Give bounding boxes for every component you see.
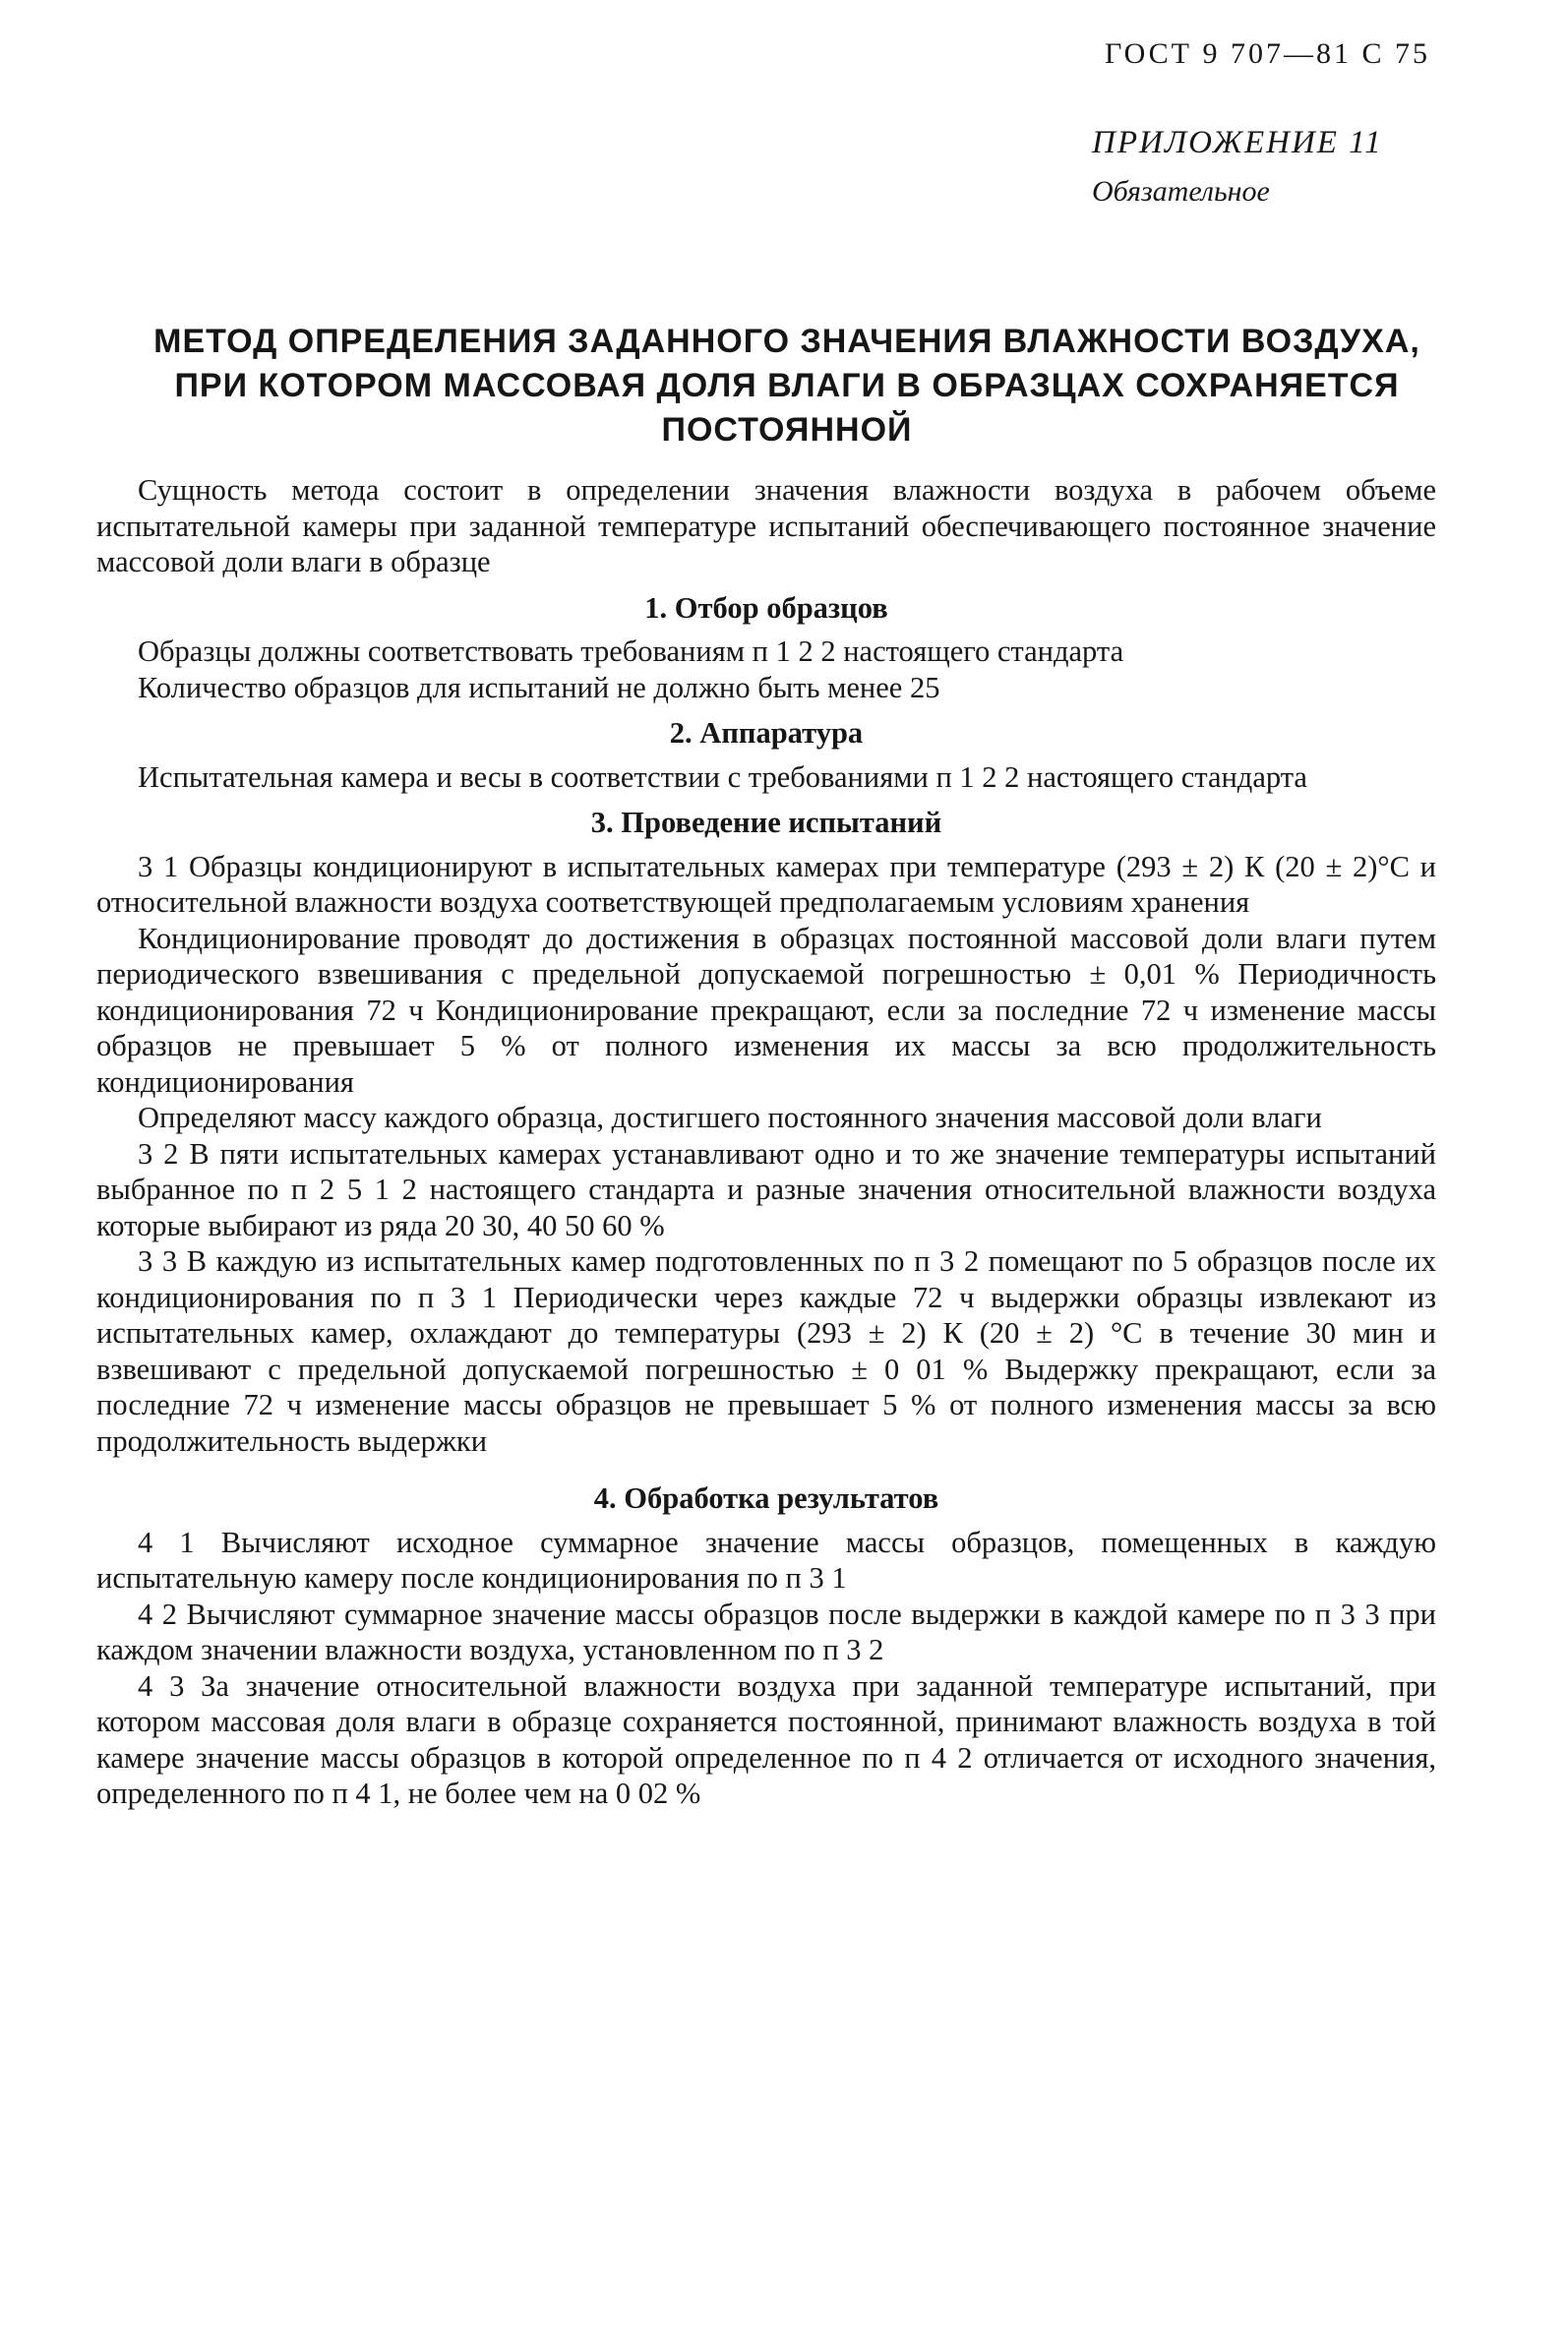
paragraph: 3 3 В каждую из испытательных камер подготовленных по п 3 2 помещают по 5 образцов после их кондиционирования по п 3 1 Периодически через каждые 72 ч выдержки образцы извлекают из испытательных камер, охлаждают до температуры (293 ± 2) К (20 ± 2) °С в течение 30 мин и взвешивают с предельной допускаемой погрешностью ± 0 01 % Выдержку прекращают, если за последние 72 ч изменение массы образцов не превышает 5 % от полного изменения массы за всю продолжительность выдержки xyxy=(96,1244,1436,1458)
paragraph: 4 2 Вычисляют суммарное значение массы образцов после выдержки в каждой камере по п 3 3 при каждом значении влажности воздуха, установленном по п 3 2 xyxy=(96,1597,1436,1666)
intro-paragraph: Сущность метода состоит в определении значения влажности воздуха в рабочем объеме испытательной камеры при заданной температуре испытаний обеспечивающего постоянное значение массовой доли влаги в образце xyxy=(96,473,1436,578)
appendix-block xyxy=(1092,118,1383,216)
paragraph: Количество образцов для испытаний не должно быть менее 25 xyxy=(138,670,940,704)
appendix-status: Обязательное xyxy=(1092,175,1270,208)
paragraph: 3 1 Образцы кондиционируют в испытательных камерах при температуре (293 ± 2) К (20 ± 2)°С и относительной влажности воздуха соответствующей предполагаемым условиям хранения xyxy=(96,849,1436,919)
running-header: ГОСТ 9 707—81 С 75 xyxy=(1105,37,1430,70)
paragraph: Определяют массу каждого образца, достигшего постоянного значения массовой доли влаги xyxy=(138,1101,1322,1134)
paragraph: Кондиционирование проводят до достижения в образцах постоянной массовой доли влаги путем периодического взвешивания с предельной допускаемой погрешностью ± 0,01 % Периодичность кондиционирования 72 ч Кондиционирование прекращают, если за последние 72 ч изменение массы образцов не превышает 5 % от полного изменения их массы за всю продолжительность кондиционирования xyxy=(96,921,1436,1099)
section-heading-results: 4. Обработка результатов xyxy=(593,1481,939,1515)
document-title: МЕТОД ОПРЕДЕЛЕНИЯ ЗАДАННОГО ЗНАЧЕНИЯ ВЛАЖНОСТИ ВОЗДУХА, ПРИ КОТОРОМ МАССОВАЯ ДОЛЯ ВЛАГИ В ОБРАЗЦАХ СОХРАНЯЕТСЯ ПОСТОЯННОЙ xyxy=(153,323,1420,449)
document-body xyxy=(96,472,1436,1812)
section-heading-equipment: 2. Аппаратура xyxy=(669,716,864,750)
appendix-label: ПРИЛОЖЕНИЕ 11 xyxy=(1092,125,1383,160)
paragraph: Испытательная камера и весы в соответствии с требованиями п 1 2 2 настоящего стандарта xyxy=(138,759,1307,794)
paragraph: 4 3 За значение относительной влажности воздуха при заданной температуре испытаний, при котором массовая доля влаги в образце сохраняется постоянной, принимают влажность воздуха в той камере значение массы образцов в которой определенное по п 4 2 отличается от исходного значения, определенного по п 4 1, не более чем на 0 02 % xyxy=(96,1668,1436,1810)
paragraph: Образцы должны соответствовать требованиям п 1 2 2 настоящего стандарта xyxy=(138,634,1124,668)
paragraph: 3 2 В пяти испытательных камерах устанавливают одно и то же значение температуры испытаний выбранное по п 2 5 1 2 настоящего стандарта и разные значения относительной влажности воздуха которые выбирают из ряда 20 30, 40 50 60 % xyxy=(96,1136,1436,1242)
paragraph: 4 1 Вычисляют исходное суммарное значение массы образцов, помещенных в каждую испытательную камеру после кондиционирования по п 3 1 xyxy=(96,1525,1436,1595)
section-heading-sampling: 1. Отбор образцов xyxy=(644,590,888,625)
section-heading-testing: 3. Проведение испытаний xyxy=(590,806,942,839)
